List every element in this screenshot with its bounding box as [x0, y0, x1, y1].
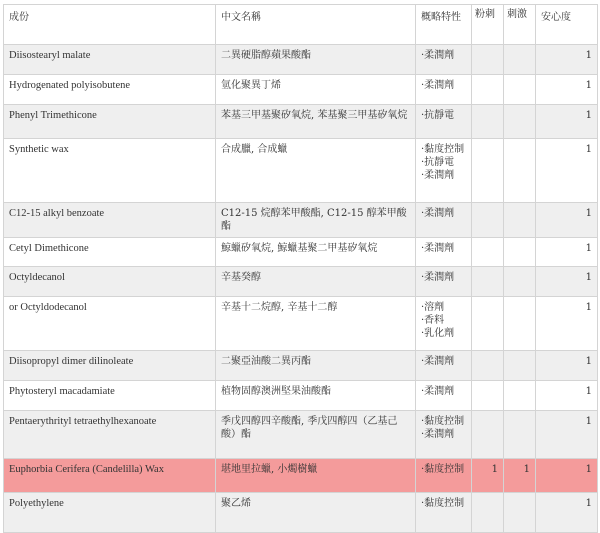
trait-item: ·香料 — [421, 315, 445, 326]
trait-item: ·柔潤劑 — [421, 50, 455, 61]
table-row — [4, 105, 598, 139]
chinese-name: 二異硬脂醇蘋果酸酯 — [216, 45, 416, 75]
safety-value: 1 — [536, 381, 598, 411]
trait-item: ·乳化劑 — [421, 328, 455, 339]
irritation-value — [504, 203, 536, 238]
safety-value: 1 — [536, 411, 598, 459]
ingredient-name: Polyethylene — [4, 493, 216, 533]
chinese-name: 聚乙烯 — [216, 493, 416, 533]
safety-value: 1 — [536, 139, 598, 203]
traits-cell — [416, 351, 472, 381]
trait-item: ·柔潤劑 — [421, 429, 455, 440]
safety-value: 1 — [536, 267, 598, 297]
irritation-value — [504, 238, 536, 267]
trait-item: ·黏度控制 — [421, 416, 465, 427]
header-row — [4, 5, 598, 45]
safety-value: 1 — [536, 493, 598, 533]
chinese-name: 二聚亞油酸二異丙酯 — [216, 351, 416, 381]
acne-value — [472, 381, 504, 411]
chinese-name: 鯨蠟矽氧烷, 鯨蠟基聚二甲基矽氧烷 — [216, 238, 416, 267]
ingredient-name: Phenyl Trimethicone — [4, 105, 216, 139]
trait-item: ·抗靜電 — [421, 110, 455, 121]
irritation-value — [504, 351, 536, 381]
ingredient-name: Diisopropyl dimer dilinoleate — [4, 351, 216, 381]
traits-cell — [416, 238, 472, 267]
acne-value — [472, 297, 504, 351]
traits-cell — [416, 75, 472, 105]
irritation-value — [504, 267, 536, 297]
acne-value — [472, 45, 504, 75]
irritation-value — [504, 105, 536, 139]
trait-item: ·黏度控制 — [421, 498, 465, 509]
irritation-value — [504, 75, 536, 105]
safety-value: 1 — [536, 297, 598, 351]
ingredient-name: Pentaerythrityl tetraethylhexanoate — [4, 411, 216, 459]
table-row — [4, 381, 598, 411]
chinese-name: 苯基三甲基聚矽氧烷, 苯基聚三甲基矽氧烷 — [216, 105, 416, 139]
trait-item: ·柔潤劑 — [421, 80, 455, 91]
safety-value: 1 — [536, 238, 598, 267]
trait-item: ·柔潤劑 — [421, 243, 455, 254]
acne-value — [472, 75, 504, 105]
ingredient-name: Hydrogenated polyisobutene — [4, 75, 216, 105]
safety-value: 1 — [536, 45, 598, 75]
table-row — [4, 139, 598, 203]
traits-cell — [416, 411, 472, 459]
trait-item: ·抗靜電 — [421, 157, 455, 168]
trait-item: ·黏度控制 — [421, 464, 465, 475]
chinese-name: 辛基癸醇 — [216, 267, 416, 297]
acne-value — [472, 238, 504, 267]
trait-item: ·柔潤劑 — [421, 272, 455, 283]
trait-item: ·溶劑 — [421, 302, 445, 313]
traits-cell — [416, 381, 472, 411]
ingredient-name: Octyldecanol — [4, 267, 216, 297]
table-row — [4, 297, 598, 351]
ingredient-name: or Octyldodecanol — [4, 297, 216, 351]
irritation-value — [504, 381, 536, 411]
chinese-name: 合成臘, 合成蠟 — [216, 139, 416, 203]
ingredient-name: Diisostearyl malate — [4, 45, 216, 75]
ingredient-name: C12-15 alkyl benzoate — [4, 203, 216, 238]
ingredient-name: Phytosteryl macadamiate — [4, 381, 216, 411]
table-row — [4, 411, 598, 459]
col-header-traits: 概略特性 — [416, 5, 472, 45]
table-row — [4, 351, 598, 381]
traits-cell — [416, 45, 472, 75]
traits-cell — [416, 105, 472, 139]
ingredient-table — [3, 4, 598, 533]
table-row — [4, 267, 598, 297]
table-row — [4, 75, 598, 105]
traits-cell — [416, 297, 472, 351]
ingredient-name: Cetyl Dimethicone — [4, 238, 216, 267]
chinese-name: 氫化聚異丁烯 — [216, 75, 416, 105]
safety-value: 1 — [536, 105, 598, 139]
safety-value: 1 — [536, 75, 598, 105]
table-row — [4, 238, 598, 267]
acne-value — [472, 267, 504, 297]
trait-item: ·柔潤劑 — [421, 170, 455, 181]
ingredient-name: Euphorbia Cerifera (Candelilla) Wax — [4, 459, 216, 493]
irritation-value — [504, 297, 536, 351]
acne-value — [472, 351, 504, 381]
traits-cell — [416, 267, 472, 297]
chinese-name: C12-15 烷醇苯甲酸酯, C12-15 醇苯甲酸酯 — [216, 203, 416, 238]
safety-value: 1 — [536, 203, 598, 238]
col-header-irritation: 刺激 — [504, 5, 536, 45]
ingredient-name: Synthetic wax — [4, 139, 216, 203]
safety-value: 1 — [536, 459, 598, 493]
col-header-acne: 粉刺 — [472, 5, 504, 45]
chinese-name: 堪地里拉蠟, 小燭樹蠟 — [216, 459, 416, 493]
acne-value — [472, 105, 504, 139]
traits-cell — [416, 203, 472, 238]
col-header-ingredient: 成份 — [4, 5, 216, 45]
safety-value: 1 — [536, 351, 598, 381]
trait-item: ·黏度控制 — [421, 144, 465, 155]
irritation-value: 1 — [504, 459, 536, 493]
col-header-chinese-name: 中文名稱 — [216, 5, 416, 45]
trait-item: ·柔潤劑 — [421, 356, 455, 367]
irritation-value — [504, 411, 536, 459]
chinese-name: 植物固醇澳洲堅果油酸酯 — [216, 381, 416, 411]
acne-value — [472, 139, 504, 203]
trait-item: ·柔潤劑 — [421, 386, 455, 397]
table-row — [4, 459, 598, 493]
chinese-name: 辛基十二烷醇, 辛基十二醇 — [216, 297, 416, 351]
col-header-safety: 安心度 — [536, 5, 598, 45]
acne-value — [472, 411, 504, 459]
trait-item: ·柔潤劑 — [421, 208, 455, 219]
chinese-name: 季戊四醇四辛酸酯, 季戊四醇四（乙基己酸）酯 — [216, 411, 416, 459]
acne-value: 1 — [472, 459, 504, 493]
irritation-value — [504, 45, 536, 75]
traits-cell — [416, 459, 472, 493]
table-row — [4, 45, 598, 75]
acne-value — [472, 203, 504, 238]
irritation-value — [504, 139, 536, 203]
table-row — [4, 203, 598, 238]
traits-cell — [416, 139, 472, 203]
